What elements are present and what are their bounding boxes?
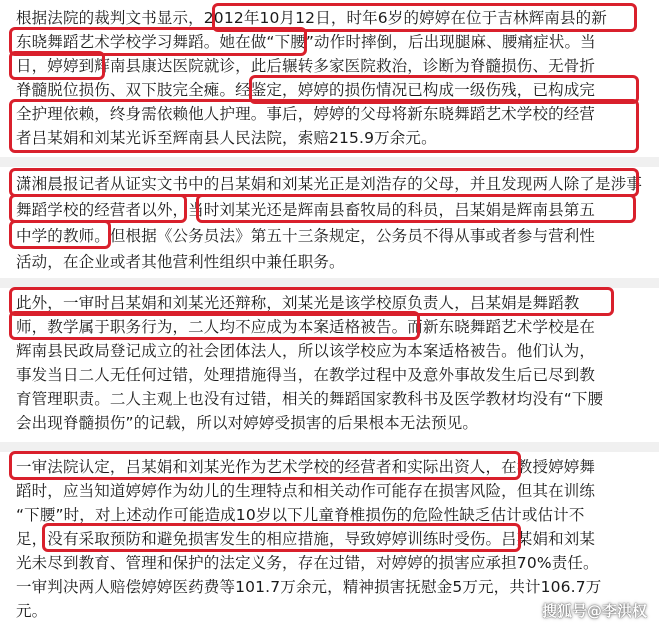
text-line: “下腰”时，对上述动作可能造成10岁以下儿童脊椎损伤的危险性缺乏估计或估计不: [16, 506, 585, 524]
paragraph-divider: [0, 442, 659, 452]
text-line: 日，婷婷到辉南县康达医院就诊，此后辗转多家医院救治，诊断为脊髓损伤、无骨折: [16, 57, 596, 75]
text-line: 活动，在企业或者其他营利性组织中兼任职务。: [16, 253, 345, 271]
paragraph-divider: [0, 157, 659, 167]
text-line: 事发当日二人无任何过错，处理措施得当，在教学过程中及意外事故发生后已尽到教: [16, 366, 596, 384]
text-line: 潇湘晨报记者从证实文书中的吕某娟和刘某光正是刘浩存的父母，并且发现两人除了是涉事: [16, 175, 643, 193]
paragraph-divider: [0, 278, 659, 288]
text-line: 东晓舞蹈艺术学校学习舞蹈。她在做“下腰”动作时摔倒，后出现腿麻、腰痛症状。当: [16, 33, 596, 51]
text-line: 全护理依赖，终身需依赖他人护理。事后，婷婷的父母将新东晓舞蹈艺术学校的经营: [16, 105, 596, 123]
text-line: 元。: [16, 602, 48, 620]
text-line: 中学的教师。但根据《公务员法》第五十三条规定，公务员不得从事或者参与营利性: [16, 227, 596, 245]
text-line: 一审法院认定，吕某娟和刘某光作为艺术学校的经营者和实际出资人，在教授婷婷舞: [16, 458, 596, 476]
text-line: 辉南县民政局登记成立的社会团体法人，所以该学校应为本案适格被告。他们认为，: [16, 342, 596, 360]
text-line: 光未尽到教育、管理和保护的法定义务，存在过错，对婷婷的损害应承担70%责任。: [16, 554, 599, 572]
text-line: 一审判决两人赔偿婷婷医药费等101.7万余元，精神损害抚慰金5万元，共计106.7万: [16, 578, 602, 596]
text-line: 蹈时，应当知道婷婷作为幼儿的生理特点和相关动作可能存在损害风险，但其在训练: [16, 482, 596, 500]
text-line: 足，没有采取预防和避免损害发生的相应措施，导致婷婷训练时受伤。吕某娟和刘某: [16, 530, 596, 548]
text-line: 根据法院的裁判文书显示，2012年10月12日，时年6岁的婷婷在位于吉林辉南县的新: [16, 9, 607, 27]
text-line: 会出现脊髓损伤”的记载，所以对婷婷受损害的后果根本无法预见。: [16, 414, 479, 432]
watermark: 搜狐号@李洪权: [541, 602, 647, 620]
text-line: 育管理职责。二人主观上也没有过错，相关的舞蹈国家教科书及医学教材均没有“下腰: [16, 390, 604, 408]
text-line: 脊髓脱位损伤、双下肢完全瘫。经鉴定，婷婷的损伤情况已构成一级伤残，已构成完: [16, 81, 596, 99]
text-line: 舞蹈学校的经营者以外，当时刘某光还是辉南县畜牧局的科员，吕某娟是辉南县第五: [16, 201, 596, 219]
text-line: 此外，一审时吕某娟和刘某光还辩称，刘某光是该学校原负责人，吕某娟是舞蹈教: [16, 294, 580, 312]
text-line: 者吕某娟和刘某光诉至辉南县人民法院，索赔215.9万余元。: [16, 129, 437, 147]
text-line: 师，教学属于职务行为，二人均不应成为本案适格被告。而新东晓舞蹈艺术学校是在: [16, 318, 596, 336]
